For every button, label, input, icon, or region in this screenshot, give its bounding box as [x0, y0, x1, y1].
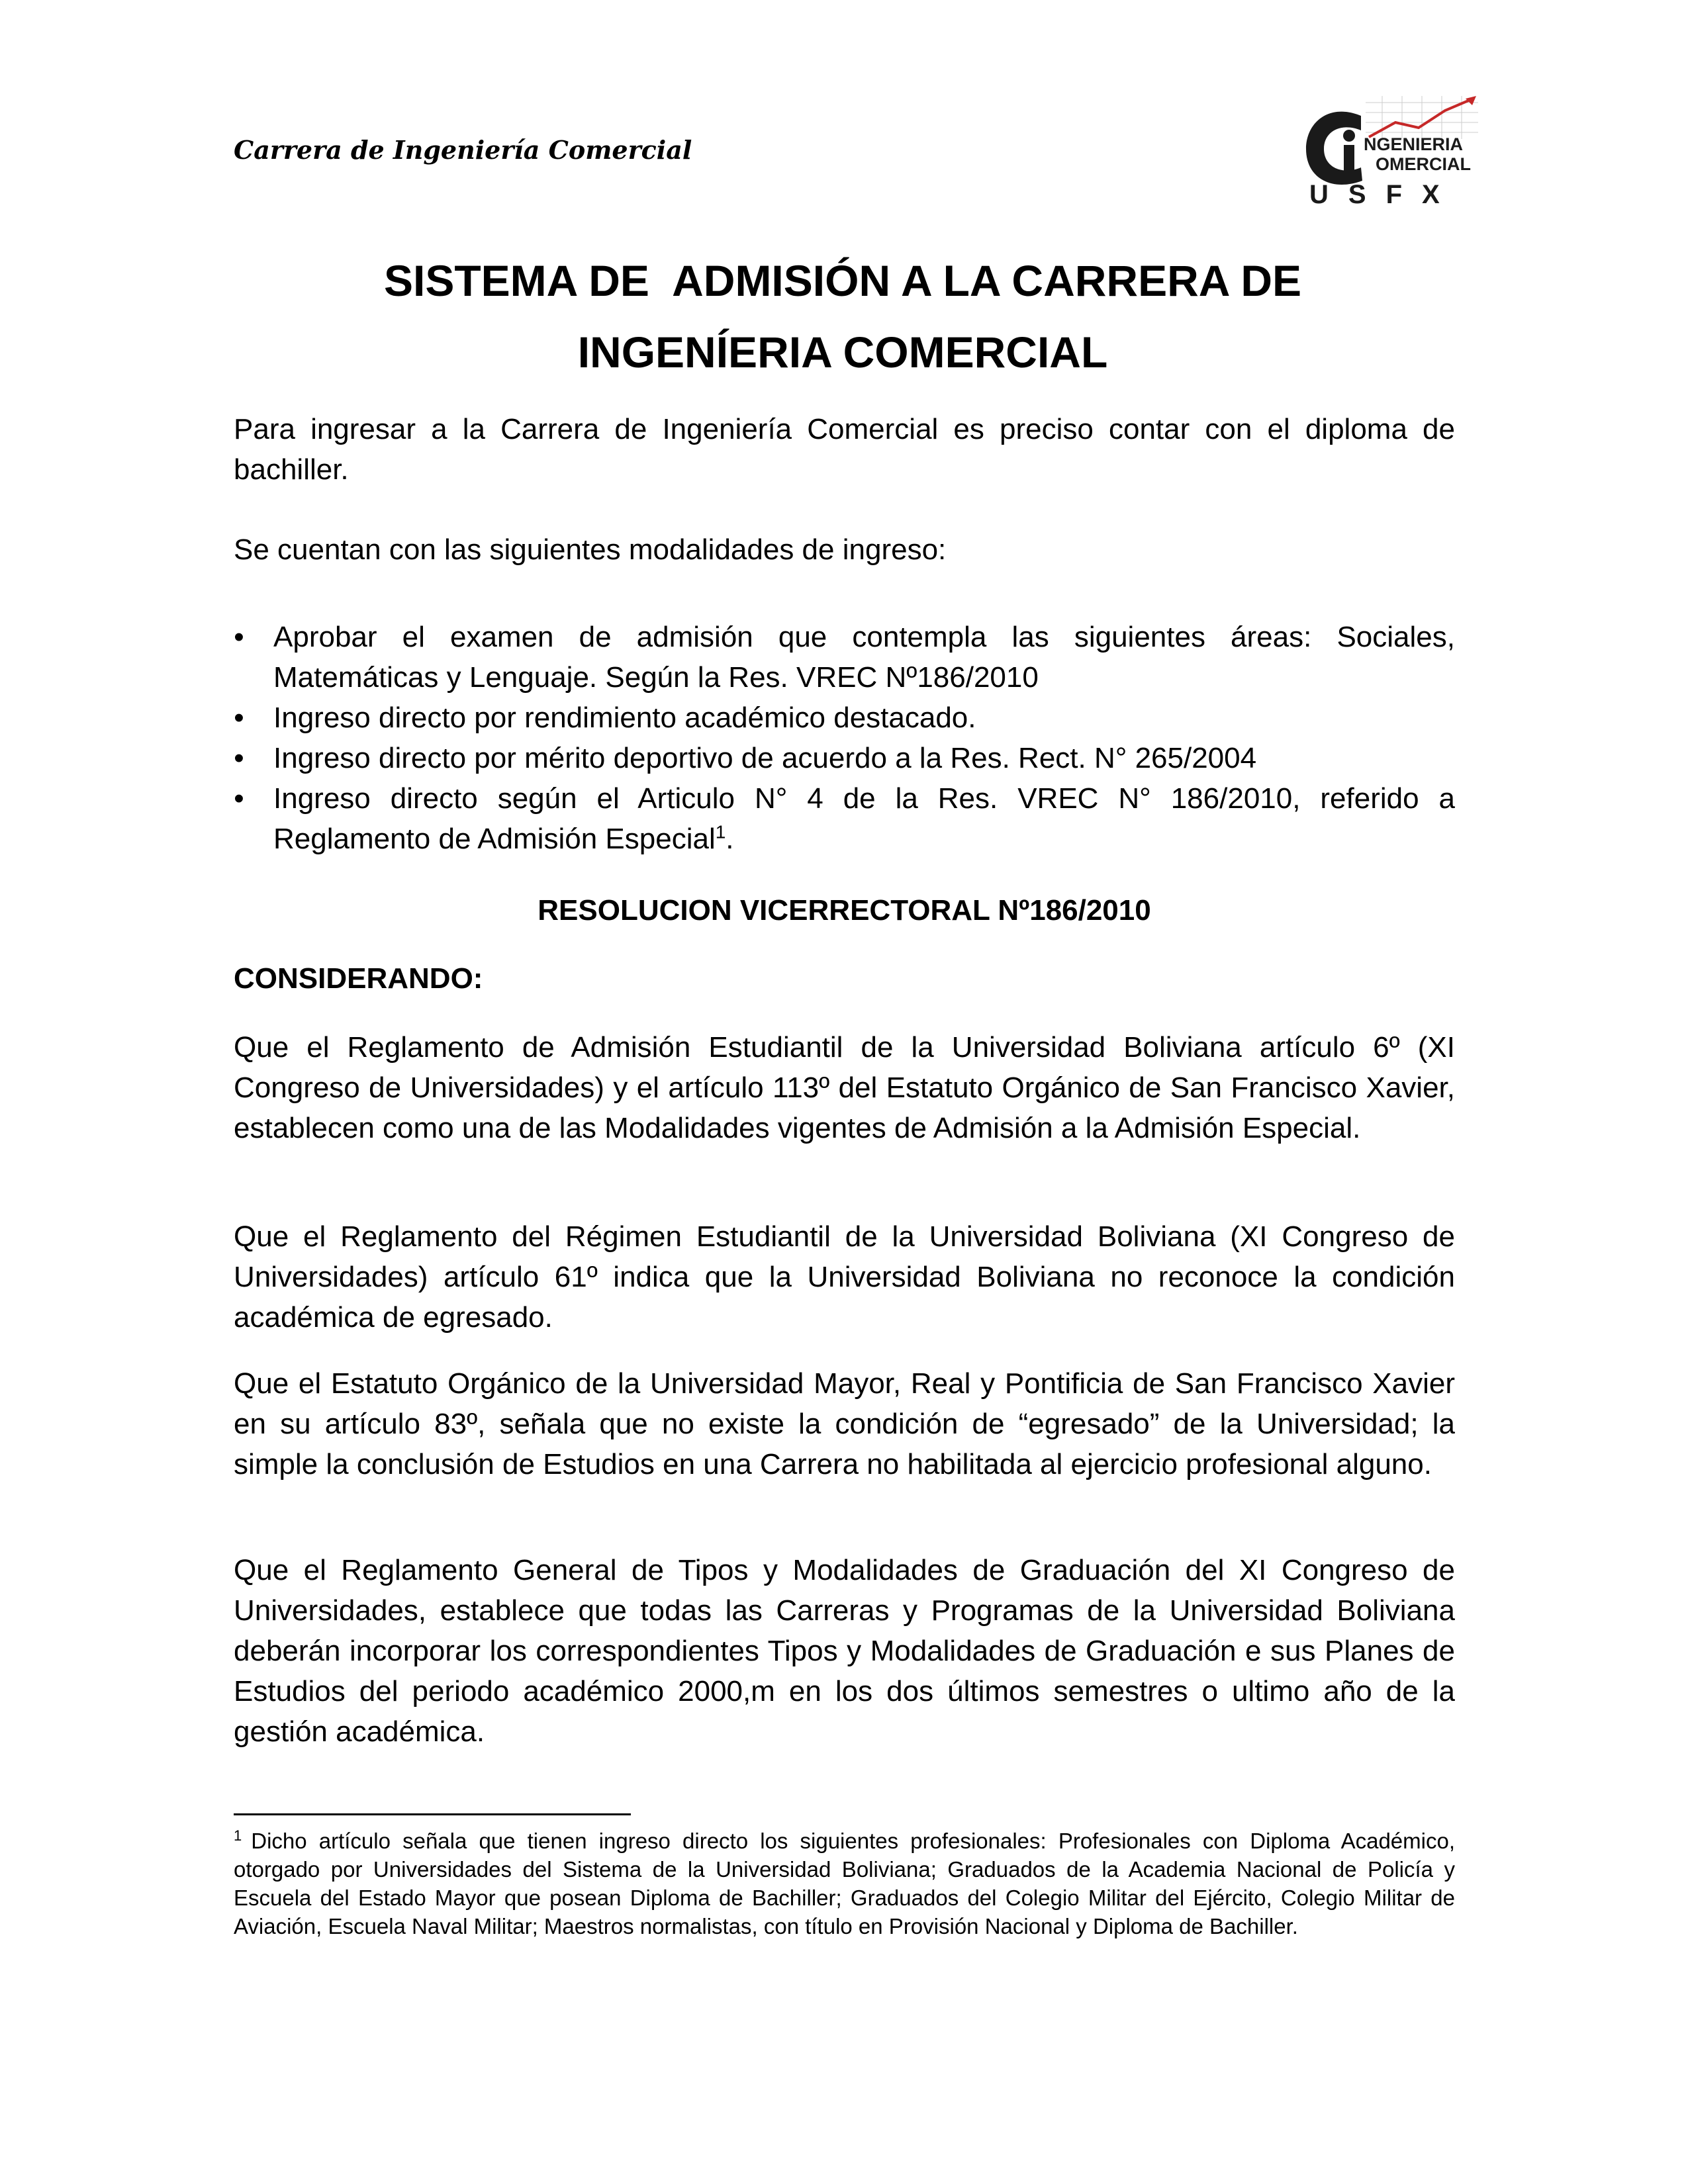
- footnote-separator: [234, 1813, 631, 1815]
- footnote-number: 1: [234, 1827, 242, 1844]
- footnote-text: Dicho artículo señala que tienen ingreso directo los siguientes profesionales: Profesionales con Diploma Académico, otorgado por Universidades del Sistema de la Universidad Boliviana; Graduados de la Academia Nacional de Policía y Escuela del Estado Mayor que posean Diploma de Bachiller; Graduados del Colegio Militar del Ejército, Colegio Militar de Aviación, Escuela Naval Militar; Maestros normalistas, con título en Provisión Nacional y Diploma de Bachiller.: [234, 1829, 1455, 1938]
- considerando-paragraph-1: Que el Reglamento de Admisión Estudiantil de la Universidad Boliviana artículo 6º (XI Congreso de Universidades) y el artículo 113º del Estatuto Orgánico de San Francisco Xavier, establecen como una de las Modalidades vigentes de Admisión a la Admisión Especial.: [234, 1031, 1455, 1144]
- bullet-icon: •: [234, 702, 244, 734]
- resolution-title: RESOLUCION VICERRECTORAL Nº186/2010: [538, 894, 1151, 927]
- header-title: Carrera de Ingeniería Comercial: [234, 135, 692, 165]
- list-item: [234, 617, 1455, 698]
- intro-text-1: Para ingresar a la Carrera de Ingeniería Comercial es preciso contar con el diploma de bachiller.: [234, 413, 1455, 486]
- logo-graphic: [1303, 96, 1481, 208]
- usfx-logo: [1303, 96, 1481, 208]
- logo-i-dot: [1343, 130, 1355, 142]
- main-title-line-1: SISTEMA DE ADMISIÓN A LA CARRERA DE: [383, 256, 1302, 305]
- bullet-icon: •: [234, 621, 244, 653]
- list-item-text: Aprobar el examen de admisión que contempla las siguientes áreas: Sociales, Matemáticas y Lenguaje. Según la Res. VREC Nº186/2010: [273, 621, 1455, 694]
- footnote: [234, 1827, 1455, 1940]
- logo-trend-arrow: [1369, 99, 1472, 137]
- list-item: [234, 738, 1455, 778]
- list-item: [234, 778, 1455, 859]
- list-item-text: Ingreso directo por mérito deportivo de acuerdo a la Res. Rect. N° 265/2004: [273, 742, 1257, 774]
- bullet-icon: •: [234, 742, 244, 774]
- logo-text-omercial: OMERCIAL: [1376, 154, 1471, 174]
- list-item: [234, 698, 1455, 738]
- list-item-text: Ingreso directo por rendimiento académico destacado.: [273, 702, 976, 734]
- considerando-heading: CONSIDERANDO:: [234, 962, 483, 995]
- logo-text-ngenieria: NGENIERIA: [1364, 134, 1464, 154]
- logo-text-usfx: USFX: [1309, 180, 1460, 208]
- intro-paragraph-2: [234, 529, 1455, 570]
- intro-paragraph-1: [234, 409, 1455, 490]
- list-item-suffix: .: [726, 823, 734, 855]
- list-item-text: Ingreso directo según el Articulo N° 4 de la Res. VREC N° 186/2010, referido a Reglamento de Admisión Especial: [273, 782, 1455, 855]
- modalities-list: [234, 617, 1455, 859]
- considerando-paragraph-4: Que el Reglamento General de Tipos y Modalidades de Graduación del XI Congreso de Universidades, establece que todas las Carreras y Programas de la Universidad Boliviana deberán incorporar los correspondientes Tipos y Modalidades de Graduación e sus Planes de Estudios del periodo académico 2000,m en los dos últimos semestres o ultimo año de la gestión académica.: [234, 1554, 1455, 1748]
- considerando-paragraph-2: Que el Reglamento del Régimen Estudiantil de la Universidad Boliviana (XI Congreso de Universidades) artículo 61º indica que la Universidad Boliviana no reconoce la condición académica de egresado.: [234, 1220, 1455, 1334]
- bullet-icon: •: [234, 782, 244, 815]
- main-title: [234, 245, 1452, 388]
- page-header: [234, 132, 1491, 218]
- intro-text-2: Se cuentan con las siguientes modalidades de ingreso:: [234, 533, 947, 566]
- footnote-reference[interactable]: 1: [715, 821, 726, 842]
- main-title-line-2: INGENÍERIA COMERCIAL: [577, 328, 1108, 377]
- considerando-paragraph-3: Que el Estatuto Orgánico de la Universidad Mayor, Real y Pontificia de San Francisco Xavier en su artículo 83º, señala que no existe la condición de “egresado” de la Universidad; la simple la conclusión de Estudios en una Carrera no habilitada al ejercicio profesional alguno.: [234, 1367, 1455, 1480]
- logo-i-stem: [1344, 145, 1354, 171]
